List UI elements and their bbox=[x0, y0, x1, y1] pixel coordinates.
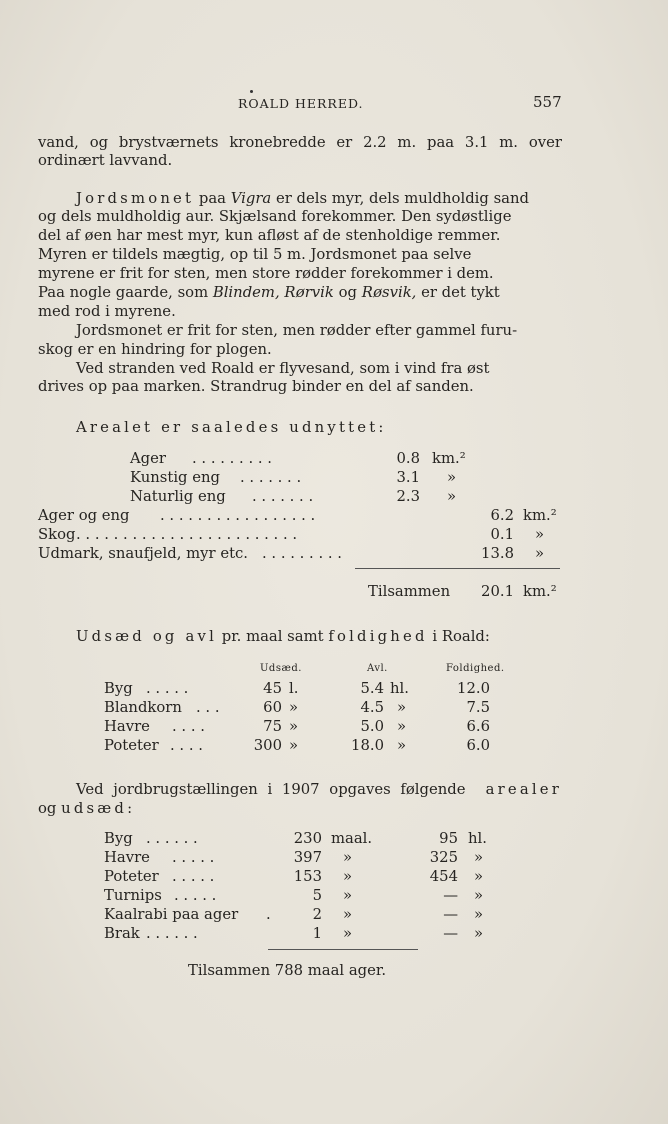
census-seed-unit: » bbox=[474, 906, 484, 923]
text: paa bbox=[198, 190, 226, 207]
seed-udsaed-unit: » bbox=[289, 718, 299, 735]
seed-foldighed-value: 12.0 bbox=[457, 680, 490, 697]
column-header-foldighed: Foldighed. bbox=[446, 663, 505, 674]
leader-dots: . . . . . . . . . bbox=[262, 545, 342, 562]
seed-avl-unit: » bbox=[397, 699, 407, 716]
census-total: Tilsammen 788 maal ager. bbox=[188, 962, 387, 979]
print-speck bbox=[250, 90, 253, 93]
area-main-unit: km.² bbox=[523, 507, 557, 524]
leader-dots: . . . . . . . . . . . . . . . . . . . . . . . . bbox=[76, 526, 298, 543]
paragraph-3-line-1: Ved stranden ved Roald er flyvesand, som i vind fra øst bbox=[76, 360, 490, 377]
spaced-word: Jordsmonet bbox=[76, 190, 195, 207]
census-line-1 bbox=[38, 781, 562, 798]
leader-dots: . . . . . bbox=[172, 849, 215, 866]
seed-avl-unit: » bbox=[397, 737, 407, 754]
leader-dots: . . . bbox=[196, 699, 220, 716]
seed-udsaed-value: 45 bbox=[263, 680, 282, 697]
leader-dots: . . . . bbox=[170, 737, 203, 754]
seed-udsaed-value: 75 bbox=[263, 718, 282, 735]
paragraph-1-line-3: del af øen har mest myr, kun afløst af de stenholdige remmer. bbox=[38, 227, 501, 244]
seed-avl-unit: hl. bbox=[390, 680, 409, 697]
census-crop: Byg bbox=[104, 830, 133, 847]
census-seed: 325 bbox=[429, 849, 458, 866]
paragraph-1-line-5: myrene er frit for sten, men store rødder forekommer i dem. bbox=[38, 265, 494, 282]
census-seed: — bbox=[443, 906, 458, 923]
leader-dots: . . . . . . . bbox=[240, 469, 302, 486]
census-seed: — bbox=[443, 887, 458, 904]
census-area: 1 bbox=[312, 925, 322, 942]
area-sub-unit: km.² bbox=[432, 450, 466, 467]
word: kronebredde bbox=[229, 134, 326, 151]
word: og bbox=[89, 134, 109, 151]
census-seed-unit: hl. bbox=[468, 830, 487, 847]
area-main-label: Skog bbox=[38, 526, 76, 543]
paragraph-1-line-4: Myren er tildels mægtig, op til 5 m. Jordsmonet paa selve bbox=[38, 246, 472, 263]
seed-udsaed-unit: » bbox=[289, 737, 299, 754]
area-main-value: 13.8 bbox=[481, 545, 514, 562]
column-header-udsaed: Udsæd. bbox=[260, 663, 302, 674]
paragraph-2-line-2: skog er en hindring for plogen. bbox=[38, 341, 272, 358]
leader-dots: . . . . . bbox=[172, 868, 215, 885]
area-total-label: Tilsammen bbox=[368, 583, 451, 600]
census-crop: Turnips bbox=[104, 887, 162, 904]
paragraph-1-line-7: med rod i myrene. bbox=[38, 303, 176, 320]
word: brystværnets bbox=[118, 134, 219, 151]
census-crop: Kaalrabi paa ager bbox=[104, 906, 239, 923]
census-crop: Brak bbox=[104, 925, 140, 942]
leader-dots: . . . . . . bbox=[146, 925, 198, 942]
census-unit: » bbox=[343, 925, 353, 942]
area-total-value: 20.1 bbox=[481, 583, 514, 600]
sum-rule bbox=[268, 949, 418, 950]
leader-dots: . bbox=[266, 906, 271, 923]
census-unit: » bbox=[343, 906, 353, 923]
leader-dots: . . . . . . . . . . . . . . . . . bbox=[160, 507, 316, 524]
area-sub-label: Kunstig eng bbox=[130, 469, 220, 486]
leader-dots: . . . . . . . . . bbox=[192, 450, 272, 467]
word: m. bbox=[397, 134, 417, 151]
area-sub-value: 2.3 bbox=[396, 488, 420, 505]
leader-dots: . . . . bbox=[172, 718, 205, 735]
seed-crop: Byg bbox=[104, 680, 133, 697]
census-unit: » bbox=[343, 849, 353, 866]
text: og bbox=[38, 800, 57, 817]
census-unit: » bbox=[343, 868, 353, 885]
area-main-unit: » bbox=[535, 545, 545, 562]
spaced-word: udsæd: bbox=[61, 800, 136, 817]
census-unit: » bbox=[343, 887, 353, 904]
area-main-label: Ager og eng bbox=[38, 507, 130, 524]
area-sub-value: 3.1 bbox=[396, 469, 420, 486]
census-crop: Poteter bbox=[104, 868, 159, 885]
census-area: 397 bbox=[293, 849, 322, 866]
word: vand, bbox=[38, 134, 79, 151]
word: m. bbox=[499, 134, 519, 151]
area-sub-value: 0.8 bbox=[396, 450, 420, 467]
seed-avl-value: 5.0 bbox=[360, 718, 384, 735]
area-total-unit: km.² bbox=[523, 583, 557, 600]
seed-udsaed-value: 300 bbox=[253, 737, 282, 754]
spaced-word: foldighed bbox=[328, 628, 428, 645]
text: og bbox=[338, 284, 357, 301]
paragraph-0-line-1 bbox=[38, 134, 562, 151]
leader-dots: . . . . . bbox=[146, 680, 189, 697]
seed-avl-unit: » bbox=[397, 718, 407, 735]
seed-udsaed-unit: l. bbox=[289, 680, 299, 697]
area-main-value: 0.1 bbox=[490, 526, 514, 543]
place-name: Røsvik, bbox=[361, 284, 417, 301]
census-area: 2 bbox=[312, 906, 322, 923]
sum-rule bbox=[355, 568, 560, 569]
place-name: Blindem, bbox=[212, 284, 280, 301]
seed-crop: Blandkorn bbox=[104, 699, 182, 716]
seed-avl-value: 4.5 bbox=[360, 699, 384, 716]
leader-dots: . . . . . bbox=[174, 887, 217, 904]
area-sub-unit: » bbox=[447, 469, 457, 486]
word: over bbox=[528, 134, 562, 151]
text: er dels myr, dels muldholdig sand bbox=[275, 190, 529, 207]
leader-dots: . . . . . . . bbox=[252, 488, 314, 505]
seed-crop: Havre bbox=[104, 718, 150, 735]
paragraph-2-line-1: Jordsmonet er frit for sten, men rødder efter gammel furu- bbox=[76, 322, 518, 339]
census-seed: 95 bbox=[439, 830, 458, 847]
census-area: 230 bbox=[293, 830, 322, 847]
text: er det tykt bbox=[421, 284, 500, 301]
census-line-2 bbox=[38, 800, 135, 817]
seed-avl-value: 18.0 bbox=[351, 737, 384, 754]
place-name: Rørvik bbox=[284, 284, 334, 301]
census-seed-unit: » bbox=[474, 925, 484, 942]
seed-udsaed-unit: » bbox=[289, 699, 299, 716]
seed-heading bbox=[76, 628, 490, 645]
place-name: Vigra bbox=[230, 190, 272, 207]
text: Paa nogle gaarde, som bbox=[38, 284, 209, 301]
paragraph-1-line-6 bbox=[38, 284, 500, 301]
census-seed: — bbox=[443, 925, 458, 942]
area-sub-unit: » bbox=[447, 488, 457, 505]
paragraph-1-line-2: og dels muldholdig aur. Skjælsand forekommer. Den sydøstlige bbox=[38, 208, 512, 225]
paragraph-3-line-2: drives op paa marken. Strandrug binder en del af sanden. bbox=[38, 378, 474, 395]
seed-udsaed-value: 60 bbox=[263, 699, 282, 716]
word: er bbox=[336, 134, 353, 151]
paragraph-1-line-1 bbox=[76, 190, 529, 207]
seed-avl-value: 5.4 bbox=[360, 680, 384, 697]
paragraph-0-line-2: ordinært lavvand. bbox=[38, 152, 173, 169]
running-title: ROALD HERRED. bbox=[238, 96, 364, 111]
census-seed-unit: » bbox=[474, 887, 484, 904]
area-main-value: 6.2 bbox=[490, 507, 514, 524]
text: pr. maal samt bbox=[221, 628, 324, 645]
census-unit: maal. bbox=[331, 830, 373, 847]
spaced-word: arealer bbox=[485, 781, 562, 798]
census-crop: Havre bbox=[104, 849, 150, 866]
seed-crop: Poteter bbox=[104, 737, 159, 754]
seed-foldighed-value: 7.5 bbox=[466, 699, 490, 716]
area-main-unit: » bbox=[535, 526, 545, 543]
area-heading: Arealet er saaledes udnyttet: bbox=[76, 419, 387, 436]
page-number: 557 bbox=[533, 93, 562, 111]
census-seed: 454 bbox=[429, 868, 458, 885]
column-header-avl: Avl. bbox=[367, 663, 388, 674]
spaced-word: Udsæd og avl bbox=[76, 628, 218, 645]
census-area: 5 bbox=[312, 887, 322, 904]
seed-foldighed-value: 6.0 bbox=[466, 737, 490, 754]
area-sub-label: Naturlig eng bbox=[130, 488, 226, 505]
word: 3.1 bbox=[464, 134, 489, 151]
area-main-label: Udmark, snaufjeld, myr etc. bbox=[38, 545, 249, 562]
text: Ved jordbrugstællingen i 1907 opgaves følgende bbox=[76, 781, 466, 798]
census-area: 153 bbox=[293, 868, 322, 885]
seed-foldighed-value: 6.6 bbox=[466, 718, 490, 735]
census-seed-unit: » bbox=[474, 849, 484, 866]
area-sub-label: Ager bbox=[130, 450, 166, 467]
census-seed-unit: » bbox=[474, 868, 484, 885]
word: 2.2 bbox=[363, 134, 387, 151]
leader-dots: . . . . . . bbox=[146, 830, 198, 847]
word: paa bbox=[426, 134, 455, 151]
text: i Roald: bbox=[432, 628, 490, 645]
